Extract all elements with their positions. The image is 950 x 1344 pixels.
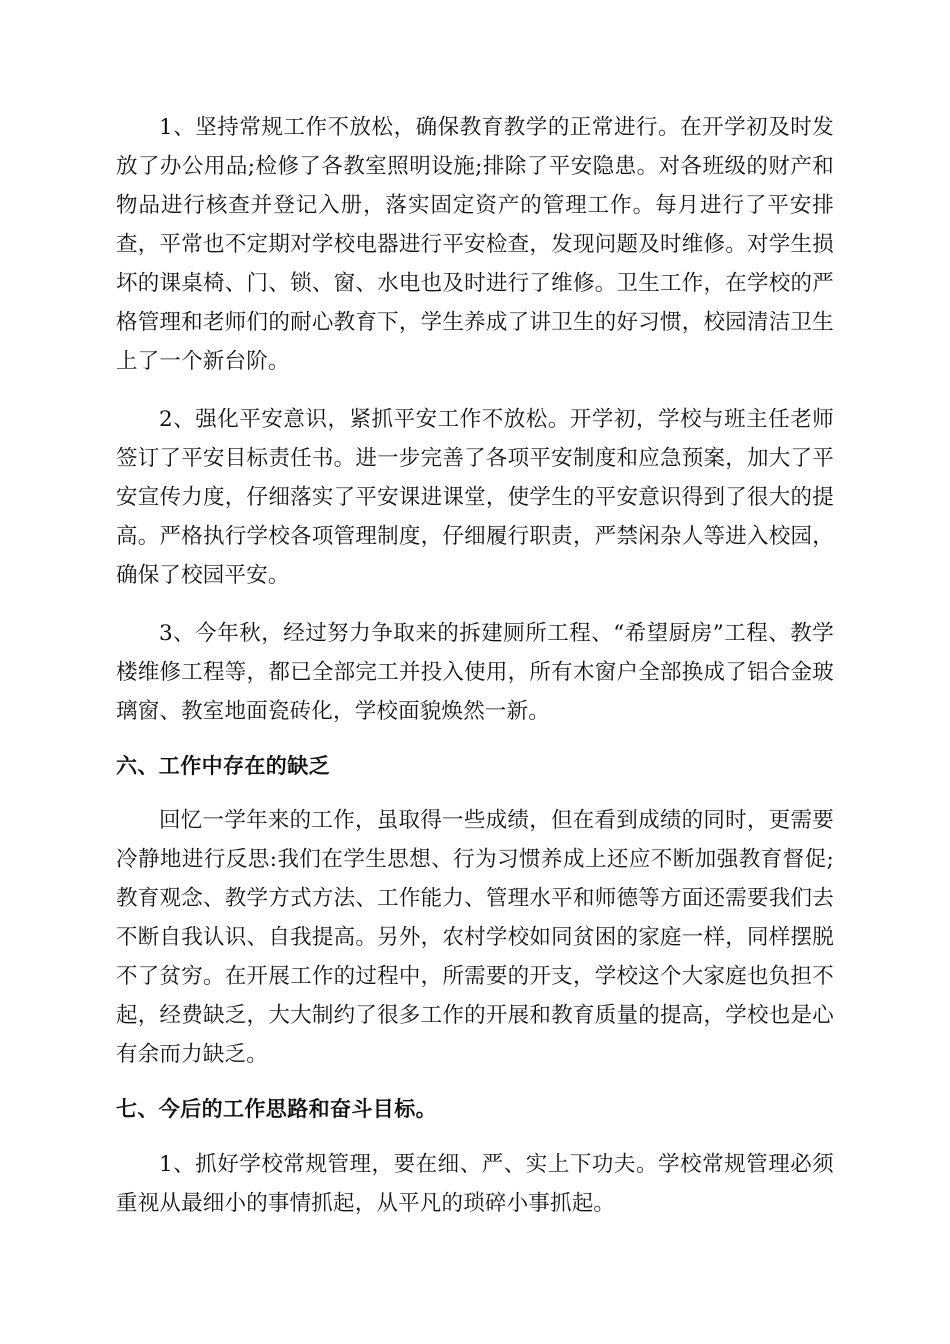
- section-heading-shortcomings: 六、工作中存在的缺乏: [116, 754, 330, 778]
- paragraph-routine-work: 1、坚持常规工作不放松，确保教育教学的正常进行。在开学初及时发放了办公用品;检修了各教室照明设施;排除了平安隐患。对各班级的财产和物品进行核查并登记入册，落实固定资产的管理工作。每月进行了平安排查，平常也不定期对学校电器进行平安检查，发现问题及时维修。对学生损坏的课桌椅、门、锁、窗、水电也及时进行了维修。卫生工作，在学校的严格管理和老师们的耐心教育下，学生养成了讲卫生的好习惯，校园清洁卫生上了一个新台阶。: [116, 115, 834, 374]
- paragraph-shortcomings: 回忆一学年来的工作，虽取得一些成绩，但在看到成绩的同时，更需要冷静地进行反思:我们在学生思想、行为习惯养成上还应不断加强教育督促;教育观念、教学方式方法、工作能力、管理水平和师德等方面还需要我们去不断自我认识、自我提高。另外，农村学校如同贫困的家庭一样，同样摆脱不了贫穷。在开展工作的过程中，所需要的开支，学校这个大家庭也负担不起，经费缺乏，大大制约了很多工作的开展和教育质量的提高，学校也是心有余而力缺乏。: [116, 808, 834, 1067]
- paragraph-safety-awareness: 2、强化平安意识，紧抓平安工作不放松。开学初，学校与班主任老师签订了平安目标责任书。进一步完善了各项平安制度和应急预案，加大了平安宣传力度，仔细落实了平安课进课堂，使学生的平安意识得到了很大的提高。严格执行学校各项管理制度，仔细履行职责，严禁闲杂人等进入校园，确保了校园平安。: [116, 407, 834, 588]
- section-heading-future-goals: 七、今后的工作思路和奋斗目标。: [116, 1097, 437, 1121]
- paragraph-construction-projects: 3、今年秋，经过努力争取来的拆建厕所工程、“希望厨房”工程、教学楼维修工程等，都已全部完工并投入使用，所有木窗户全部换成了铝合金玻璃窗、教室地面瓷砖化，学校面貌焕然一新。: [116, 621, 834, 724]
- paragraph-future-goals: 1、抓好学校常规管理，要在细、严、实上下功夫。学校常规管理必须重视从最细小的事情抓起，从平凡的琐碎小事抓起。: [116, 1152, 834, 1216]
